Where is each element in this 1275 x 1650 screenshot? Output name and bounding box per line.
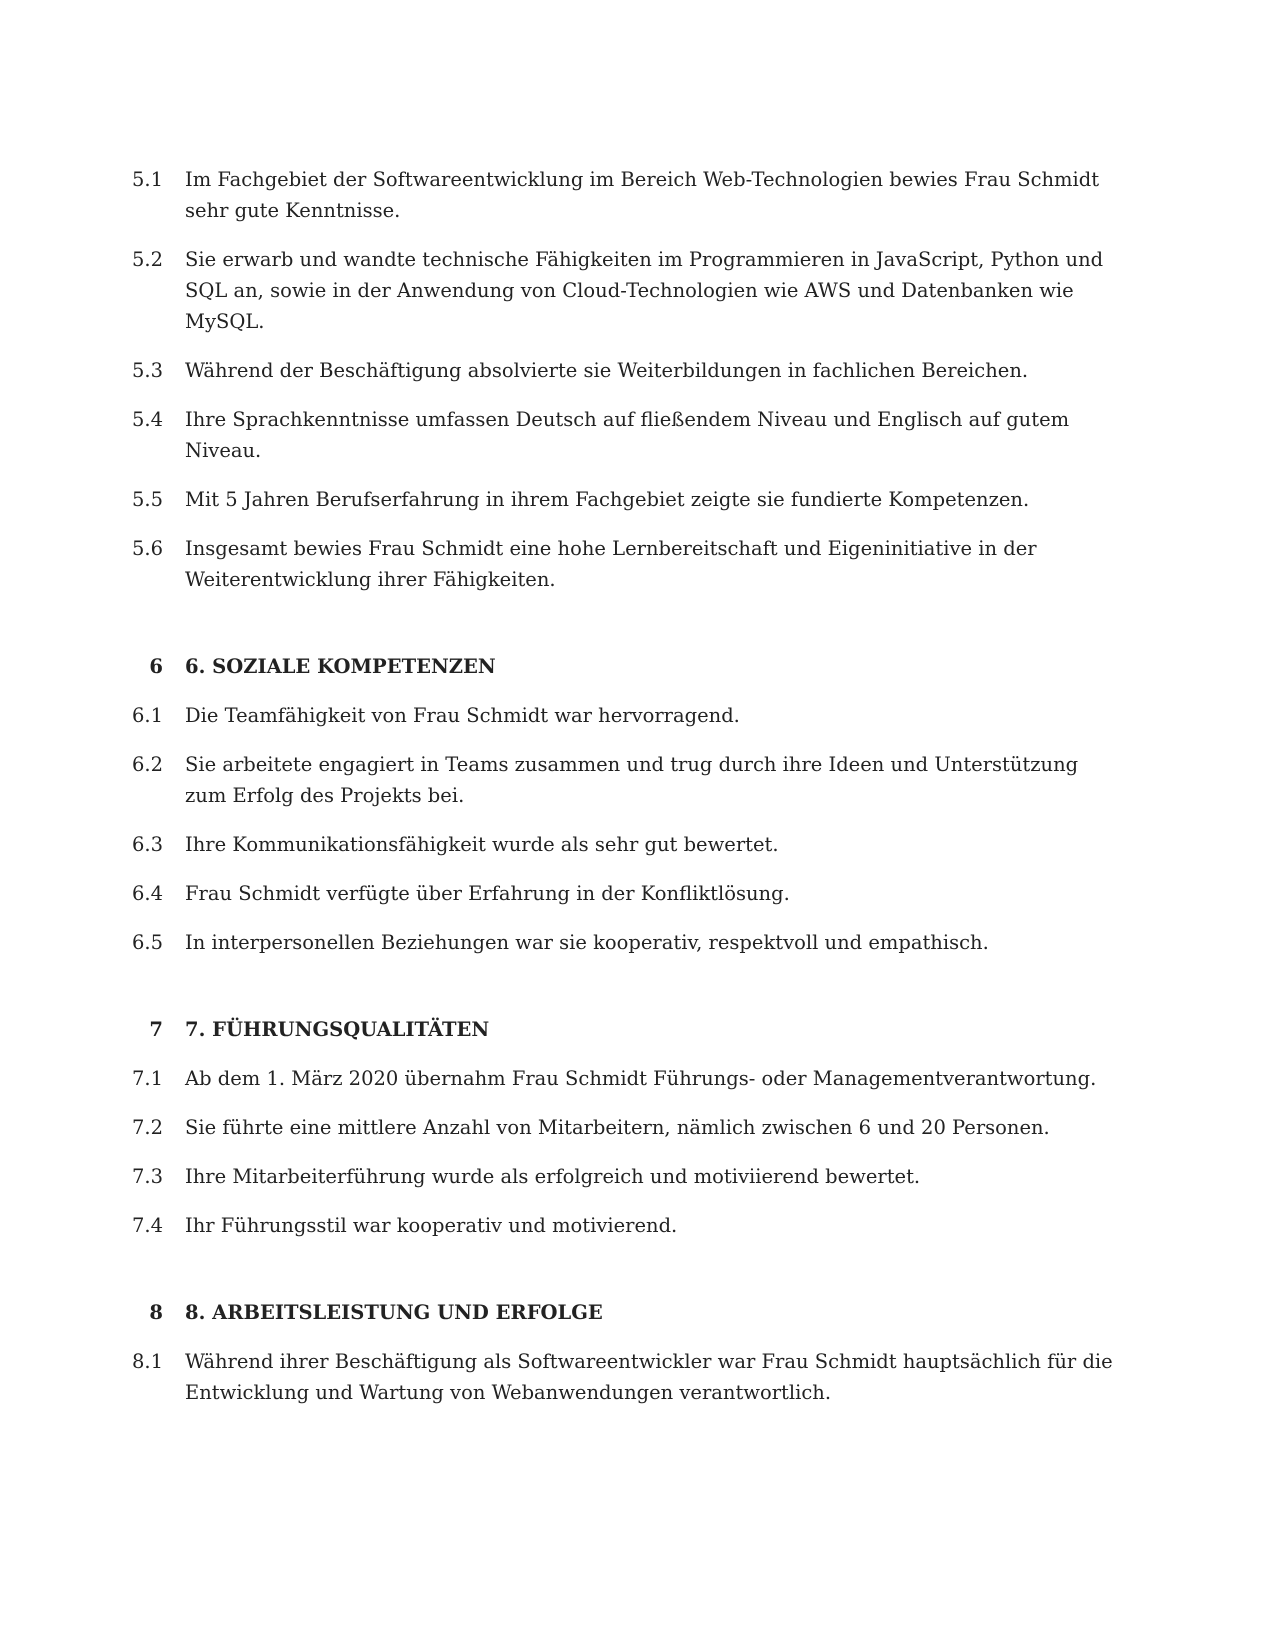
section-6 (0, 651, 1275, 958)
list-item (0, 1346, 1275, 1408)
section-number: 7 (149, 1018, 163, 1041)
section-title: 8. ARBEITSLEISTUNG UND ERFOLGE (185, 1301, 603, 1324)
item-number: 7.1 (131, 1067, 163, 1090)
list-item (0, 533, 1275, 595)
item-number: 5.2 (131, 248, 163, 271)
list-item (0, 1210, 1275, 1241)
section-number: 8 (149, 1301, 163, 1324)
list-item (0, 1063, 1275, 1094)
item-text: Ihr Führungsstil war kooperativ und motivierend. (185, 1214, 678, 1237)
item-text: In interpersonellen Beziehungen war sie kooperativ, respektvoll und empathisch. (185, 931, 989, 954)
list-item (0, 355, 1275, 386)
list-item (0, 1112, 1275, 1143)
item-number: 6.5 (131, 931, 163, 954)
item-number: 6.1 (131, 704, 163, 727)
item-number: 8.1 (131, 1350, 163, 1373)
item-number: 6.2 (131, 753, 163, 776)
item-text: Während ihrer Beschäftigung als Softwareentwickler war Frau Schmidt hauptsächlich für die Entwicklung und Wartung von Webanwendungen verantwortlich. (185, 1350, 1113, 1404)
list-item (0, 700, 1275, 731)
item-number: 5.3 (131, 359, 163, 382)
item-number: 5.4 (131, 408, 163, 431)
list-item (0, 749, 1275, 811)
item-text: Ihre Sprachkenntnisse umfassen Deutsch auf fließendem Niveau und Englisch auf gutem Niveau. (185, 408, 1070, 462)
item-text: Während der Beschäftigung absolvierte sie Weiterbildungen in fachlichen Bereichen. (185, 359, 1029, 382)
item-text: Im Fachgebiet der Softwareentwicklung im Bereich Web-Technologien bewies Frau Schmidt sehr gute Kenntnisse. (185, 168, 1100, 222)
item-text: Sie führte eine mittlere Anzahl von Mitarbeitern, nämlich zwischen 6 und 20 Personen. (185, 1116, 1050, 1139)
item-number: 7.3 (131, 1165, 163, 1188)
section-heading (0, 1014, 1275, 1045)
section-7 (0, 1014, 1275, 1241)
item-text: Mit 5 Jahren Berufserfahrung in ihrem Fachgebiet zeigte sie fundierte Kompetenzen. (185, 488, 1030, 511)
list-item (0, 244, 1275, 337)
section-heading (0, 651, 1275, 682)
item-text: Sie erwarb und wandte technische Fähigkeiten im Programmieren in JavaScript, Python und SQL an, sowie in der Anwendung von Cloud-Technologien wie AWS und Datenbanken wie MySQL. (185, 248, 1104, 333)
item-number: 7.2 (131, 1116, 163, 1139)
list-item (0, 1161, 1275, 1192)
item-text: Ab dem 1. März 2020 übernahm Frau Schmidt Führungs- oder Managementverantwortung. (185, 1067, 1097, 1090)
item-text: Die Teamfähigkeit von Frau Schmidt war hervorragend. (185, 704, 740, 727)
section-5 (0, 164, 1275, 595)
item-number: 5.5 (131, 488, 163, 511)
item-text: Insgesamt bewies Frau Schmidt eine hohe Lernbereitschaft und Eigeninitiative in der Weiterentwicklung ihrer Fähigkeiten. (185, 537, 1037, 591)
document-body (0, 164, 1275, 1426)
section-8 (0, 1297, 1275, 1408)
list-item (0, 164, 1275, 226)
list-item (0, 829, 1275, 860)
item-number: 5.1 (131, 168, 163, 191)
item-text: Sie arbeitete engagiert in Teams zusammen und trug durch ihre Ideen und Unterstützung zum Erfolg des Projekts bei. (185, 753, 1079, 807)
section-title: 7. FÜHRUNGSQUALITÄTEN (185, 1018, 490, 1041)
section-heading (0, 1297, 1275, 1328)
section-title: 6. SOZIALE KOMPETENZEN (185, 655, 496, 678)
item-text: Ihre Mitarbeiterführung wurde als erfolgreich und motiviierend bewertet. (185, 1165, 921, 1188)
list-item (0, 927, 1275, 958)
list-item (0, 404, 1275, 466)
item-number: 6.4 (131, 882, 163, 905)
item-number: 5.6 (131, 537, 163, 560)
list-item (0, 484, 1275, 515)
item-number: 6.3 (131, 833, 163, 856)
item-text: Ihre Kommunikationsfähigkeit wurde als sehr gut bewertet. (185, 833, 779, 856)
section-number: 6 (149, 655, 163, 678)
list-item (0, 878, 1275, 909)
item-number: 7.4 (131, 1214, 163, 1237)
item-text: Frau Schmidt verfügte über Erfahrung in der Konfliktlösung. (185, 882, 790, 905)
